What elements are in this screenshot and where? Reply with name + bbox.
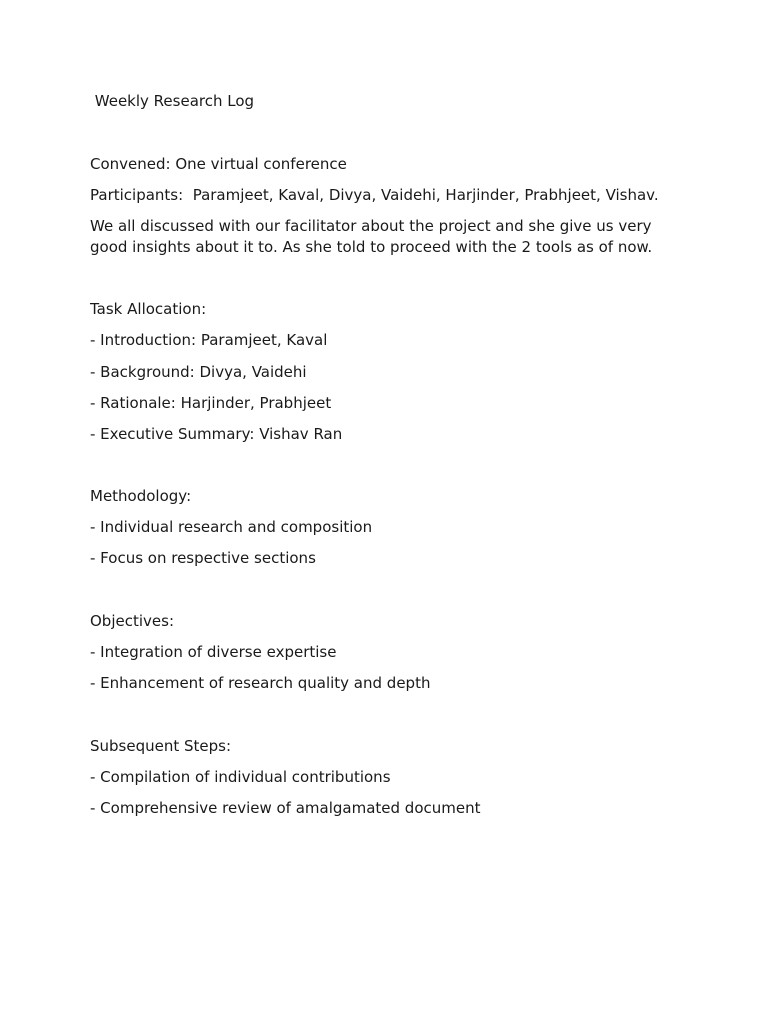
methodology-heading: Methodology: — [90, 487, 192, 505]
list-item: - Focus on respective sections — [90, 549, 316, 567]
list-item: - Integration of diverse expertise — [90, 643, 337, 661]
list-item: - Executive Summary: Vishav Ran — [90, 425, 343, 443]
subsequent-steps-heading: Subsequent Steps: — [90, 737, 232, 755]
list-item: - Individual research and composition — [90, 518, 373, 536]
list-item: - Background: Divya, Vaidehi — [90, 363, 307, 381]
list-item: - Enhancement of research quality and depth — [90, 674, 431, 692]
objectives-heading: Objectives: — [90, 612, 174, 630]
document-title: Weekly Research Log — [90, 92, 255, 110]
participants-line: Participants: Paramjeet, Kaval, Divya, Vaidehi, Harjinder, Prabhjeet, Vishav. — [90, 186, 659, 204]
task-allocation-heading: Task Allocation: — [90, 300, 207, 318]
discussion-line-1: We all discussed with our facilitator about the project and she give us very — [90, 217, 652, 235]
list-item: - Introduction: Paramjeet, Kaval — [90, 331, 328, 349]
list-item: - Comprehensive review of amalgamated document — [90, 799, 481, 817]
convened-line: Convened: One virtual conference — [90, 155, 347, 173]
list-item: - Rationale: Harjinder, Prabhjeet — [90, 394, 332, 412]
discussion-line-2: good insights about it to. As she told to proceed with the 2 tools as of now. — [90, 238, 653, 256]
list-item: - Compilation of individual contributions — [90, 768, 391, 786]
